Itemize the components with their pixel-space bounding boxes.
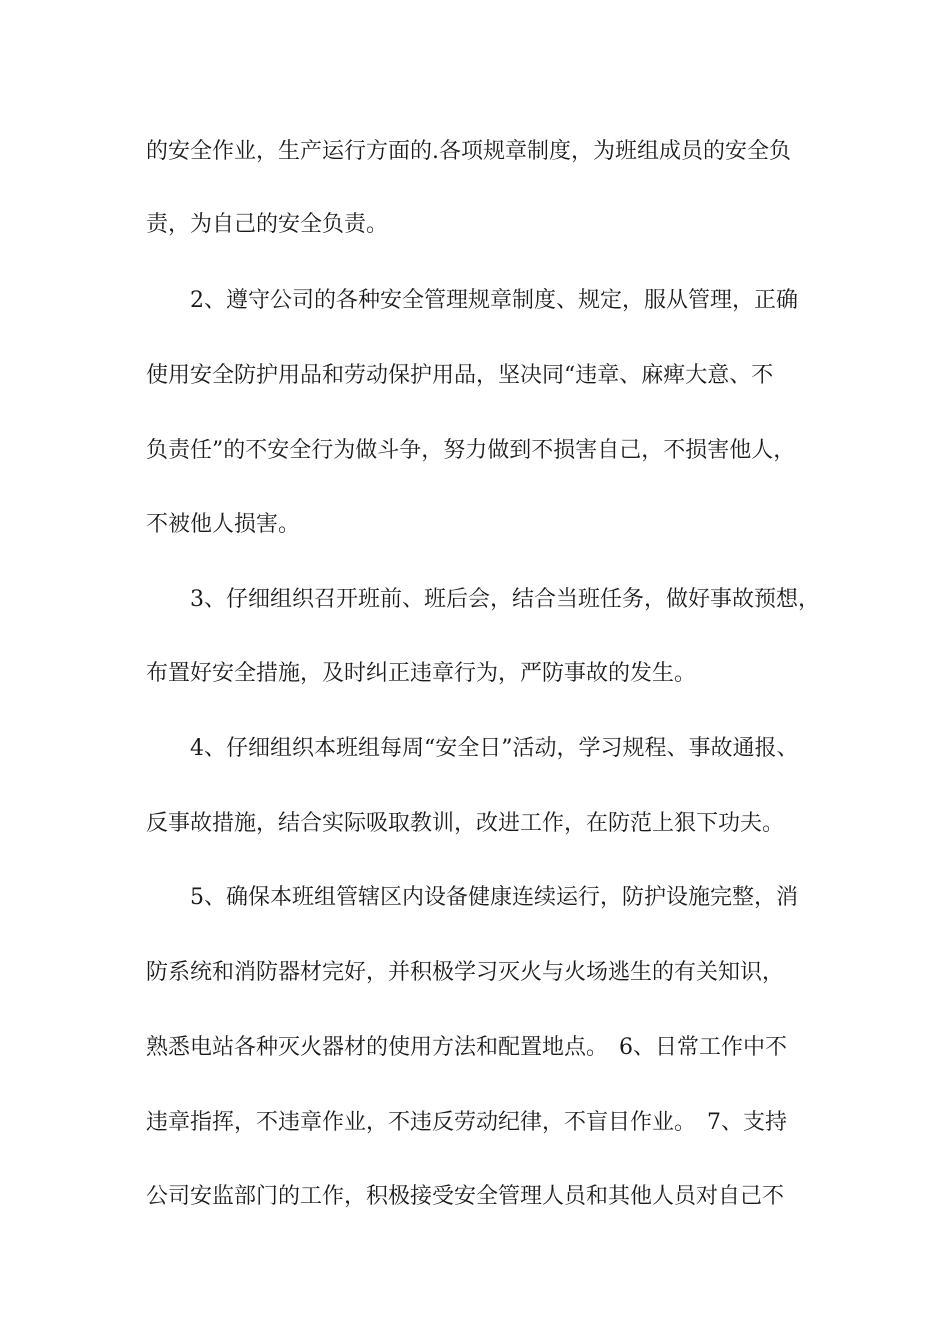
paragraph-line: 公司安监部门的工作，积极接受安全管理人员和其他人员对自己不 bbox=[146, 1184, 785, 1209]
paragraph-line: 反事故措施，结合实际吸取教训，改进工作，在防范上狠下功夫。 bbox=[146, 811, 785, 836]
paragraph-line: 的安全作业，生产运行方面的.各项规章制度，为班组成员的安全负 bbox=[146, 139, 791, 164]
paragraph-line: 布置好安全措施，及时纠正违章行为，严防事故的发生。 bbox=[146, 661, 697, 686]
paragraph-line: 违章指挥，不违章作业，不违反劳动纪律，不盲目作业。 7、支持 bbox=[146, 1110, 787, 1135]
paragraph-line: 使用安全防护用品和劳动保护用品，坚决同“违章、麻痺大意、不 bbox=[146, 363, 774, 388]
paragraph-line: 不被他人损害。 bbox=[146, 512, 301, 537]
paragraph-line: 2、遵守公司的各种安全管理规章制度、规定，服从管理，正确 bbox=[190, 288, 798, 313]
paragraph-line: 防系统和消防器材完好，并积极学习灭火与火场逃生的有关知识， bbox=[146, 960, 785, 985]
paragraph-line: 4、仔细组织本班组每周“安全日”活动，学习规程、事故通报、 bbox=[190, 736, 799, 761]
paragraph-line: 3、仔细组织召开班前、班后会，结合当班任务，做好事故预想， bbox=[190, 587, 820, 612]
paragraph-line: 5、确保本班组管辖区内设备健康连续运行，防护设施完整，消 bbox=[190, 885, 798, 910]
paragraph-line: 责，为自己的安全负责。 bbox=[146, 212, 389, 237]
paragraph-line: 熟悉电站各种灭火器材的使用方法和配置地点。 6、日常工作中不 bbox=[146, 1035, 787, 1060]
paragraph-line: 负责任”的不安全行为做斗争，努力做到不损害自己，不损害他人， bbox=[146, 438, 796, 463]
